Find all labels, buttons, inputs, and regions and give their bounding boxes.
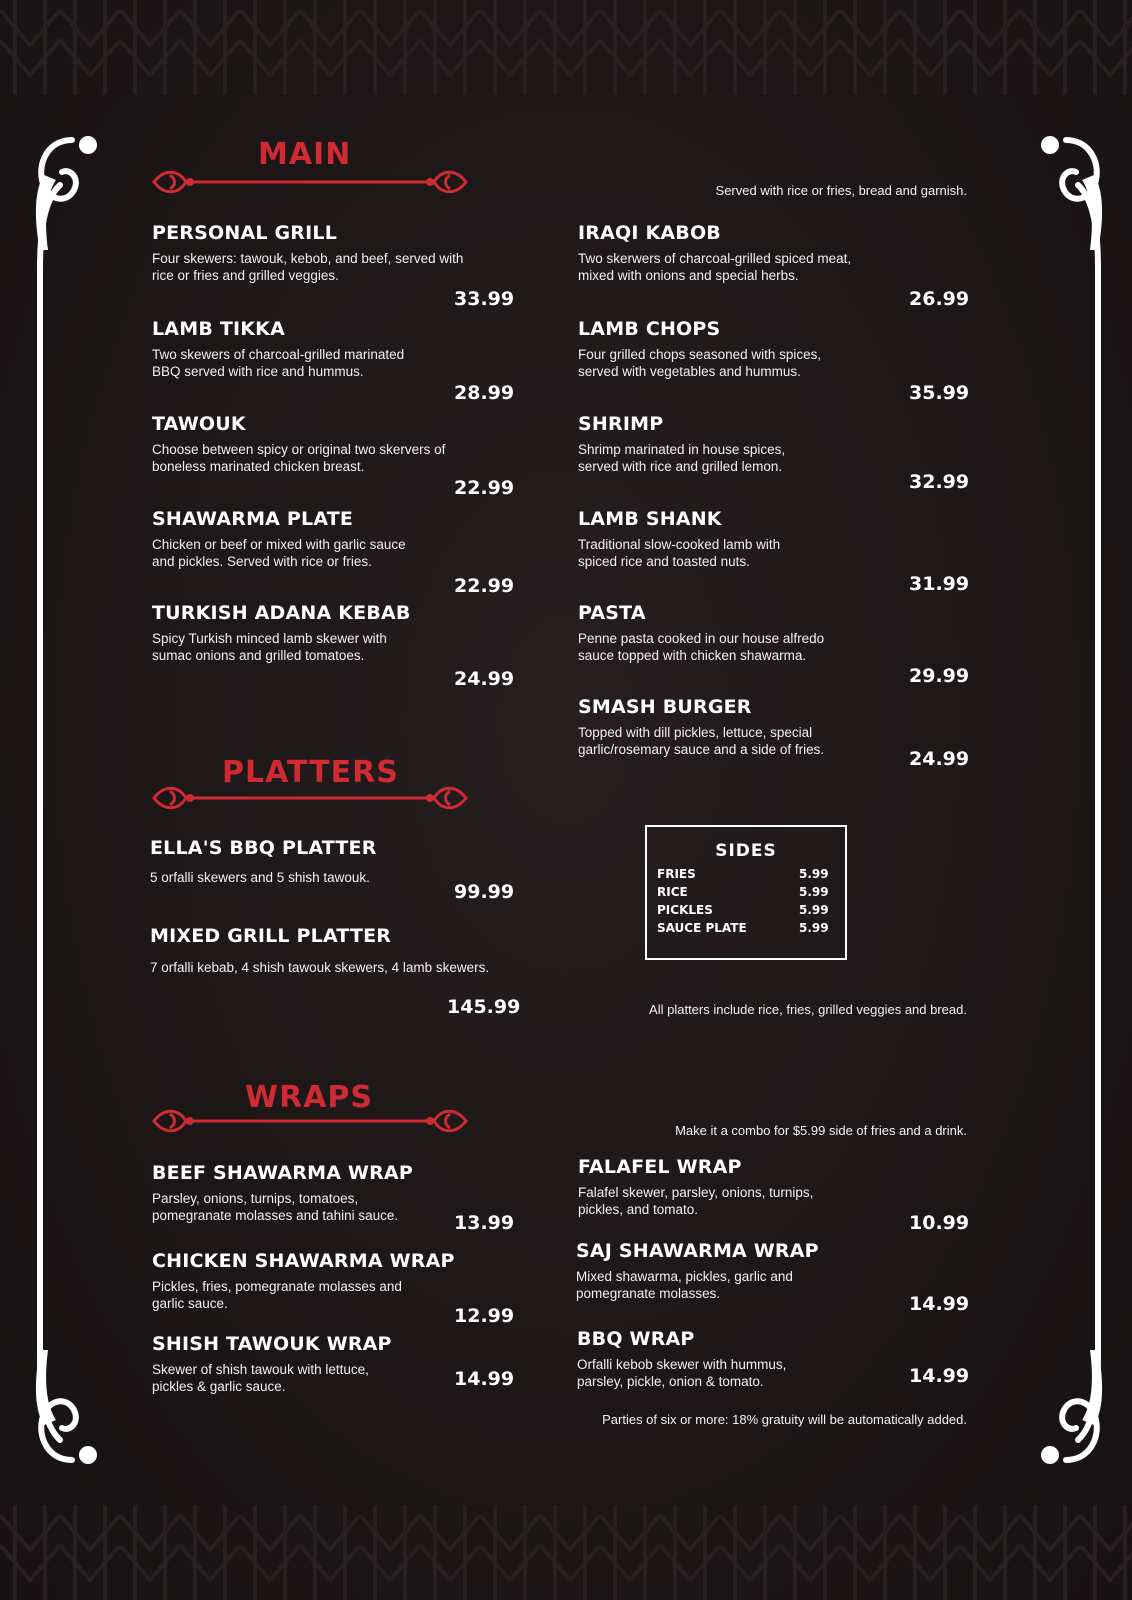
item-description: Skewer of shish tawouk with lettuce, pickles & garlic sauce. (152, 1362, 369, 1394)
menu-item (578, 318, 938, 380)
side-price: 5.99 (799, 921, 829, 935)
item-price: 12.99 (454, 1305, 515, 1327)
item-name: IRAQI KABOB (578, 222, 721, 244)
item-description: Two skewers of charcoal-grilled marinated BBQ served with rice and hummus. (152, 347, 405, 379)
side-price: 5.99 (799, 867, 829, 881)
sides-box (645, 825, 847, 960)
item-name: MIXED GRILL PLATTER (150, 925, 392, 947)
menu-item (578, 696, 938, 758)
item-name: LAMB TIKKA (152, 318, 285, 340)
item-price: 24.99 (454, 668, 515, 690)
item-price: 31.99 (909, 573, 970, 595)
menu-item (152, 318, 512, 380)
note-wraps-combo: Make it a combo for $5.99 side of fries and a drink. (675, 1123, 967, 1138)
item-description: Spicy Turkish minced lamb skewer with sumac onions and grilled tomatoes. (152, 631, 387, 663)
item-price: 13.99 (454, 1212, 515, 1234)
item-price: 22.99 (454, 477, 515, 499)
wrap-item (576, 1240, 936, 1302)
top-pattern-band (0, 0, 1132, 95)
item-name: SHISH TAWOUK WRAP (152, 1333, 392, 1355)
wrap-item (577, 1328, 937, 1390)
item-name: SAJ SHAWARMA WRAP (576, 1240, 819, 1262)
item-price: 24.99 (909, 748, 970, 770)
menu-item (578, 413, 938, 475)
menu-item (578, 602, 938, 664)
item-name: BBQ WRAP (577, 1328, 695, 1350)
menu-item (152, 222, 512, 284)
note-main-served-with: Served with rice or fries, bread and garnish. (715, 183, 967, 198)
section-title-main: MAIN (258, 137, 352, 172)
note-platters-include: All platters include rice, fries, grilled veggies and bread. (649, 1002, 967, 1017)
item-name: CHICKEN SHAWARMA WRAP (152, 1250, 455, 1272)
section-title-wraps: WRAPS (245, 1080, 374, 1115)
item-description: 5 orfalli skewers and 5 shish tawouk. (150, 870, 370, 885)
sides-title: SIDES (715, 841, 777, 861)
item-description: Falafel skewer, parsley, onions, turnips, pickles, and tomato. (578, 1185, 814, 1217)
section-title-platters: PLATTERS (222, 755, 399, 790)
item-description: Chicken or beef or mixed with garlic sauce and pickles. Served with rice or fries. (152, 537, 406, 569)
item-price: 99.99 (454, 881, 515, 903)
wrap-item (578, 1156, 938, 1218)
ornament-divider-platters (150, 781, 470, 815)
item-price: 14.99 (909, 1365, 970, 1387)
side-row (657, 921, 845, 939)
item-price: 22.99 (454, 575, 515, 597)
item-name: SMASH BURGER (578, 696, 752, 718)
ornament-divider-wraps (150, 1104, 470, 1138)
item-name: PERSONAL GRILL (152, 222, 338, 244)
side-price: 5.99 (799, 903, 829, 917)
item-price: 145.99 (447, 996, 521, 1018)
item-description: Parsley, onions, turnips, tomatoes, pomegranate molasses and tahini sauce. (152, 1191, 399, 1223)
item-description: Pickles, fries, pomegranate molasses and garlic sauce. (152, 1279, 402, 1311)
item-name: PASTA (578, 602, 646, 624)
item-name: FALAFEL WRAP (578, 1156, 742, 1178)
side-row (657, 885, 845, 903)
item-price: 14.99 (909, 1293, 970, 1315)
item-price: 29.99 (909, 665, 970, 687)
item-description: Penne pasta cooked in our house alfredo sauce topped with chicken shawarma. (578, 631, 825, 663)
item-price: 35.99 (909, 382, 970, 404)
bottom-pattern-band (0, 1505, 1132, 1600)
right-ornament-frame (1038, 0, 1108, 1480)
item-name: LAMB CHOPS (578, 318, 721, 340)
menu-item (152, 602, 512, 664)
item-price: 28.99 (454, 382, 515, 404)
side-name: SAUCE PLATE (657, 921, 747, 935)
platter-item (150, 837, 510, 886)
ornament-divider-main (150, 165, 470, 199)
item-description: Choose between spicy or original two skervers of boneless marinated chicken breast. (152, 442, 446, 474)
side-row (657, 903, 845, 921)
side-price: 5.99 (799, 885, 829, 899)
menu-item (152, 413, 512, 475)
item-price: 10.99 (909, 1212, 970, 1234)
item-price: 14.99 (454, 1368, 515, 1390)
item-description: Two skerwers of charcoal-grilled spiced meat, mixed with onions and special herbs. (578, 251, 852, 283)
item-name: LAMB SHANK (578, 508, 722, 530)
platter-item (150, 925, 530, 976)
item-description: Orfalli kebob skewer with hummus, parsley, pickle, onion & tomato. (577, 1357, 787, 1389)
item-price: 26.99 (909, 288, 970, 310)
menu-item (578, 222, 938, 284)
item-name: TAWOUK (152, 413, 246, 435)
menu-item (152, 508, 512, 570)
item-name: ELLA'S BBQ PLATTER (150, 837, 377, 859)
item-description: Four skewers: tawouk, kebob, and beef, served with rice or fries and grilled veggies. (152, 251, 464, 283)
left-ornament-frame (30, 0, 100, 1480)
side-name: PICKLES (657, 903, 713, 917)
item-name: TURKISH ADANA KEBAB (152, 602, 411, 624)
item-description: Shrimp marinated in house spices, served with rice and grilled lemon. (578, 442, 786, 474)
note-gratuity: Parties of six or more: 18% gratuity will be automatically added. (602, 1412, 967, 1427)
item-description: 7 orfalli kebab, 4 shish tawouk skewers, 4 lamb skewers. (150, 960, 490, 975)
side-name: RICE (657, 885, 688, 899)
item-name: SHAWARMA PLATE (152, 508, 354, 530)
menu-item (578, 508, 938, 570)
side-row (657, 867, 845, 885)
side-name: FRIES (657, 867, 696, 881)
item-name: SHRIMP (578, 413, 664, 435)
item-name: BEEF SHAWARMA WRAP (152, 1162, 413, 1184)
item-description: Topped with dill pickles, lettuce, special garlic/rosemary sauce and a side of fries. (578, 725, 825, 757)
item-description: Mixed shawarma, pickles, garlic and pomegranate molasses. (576, 1269, 793, 1301)
item-description: Four grilled chops seasoned with spices, served with vegetables and hummus. (578, 347, 822, 379)
wrap-item (152, 1250, 512, 1312)
item-price: 32.99 (909, 471, 970, 493)
item-description: Traditional slow-cooked lamb with spiced rice and toasted nuts. (578, 537, 781, 569)
item-price: 33.99 (454, 288, 515, 310)
